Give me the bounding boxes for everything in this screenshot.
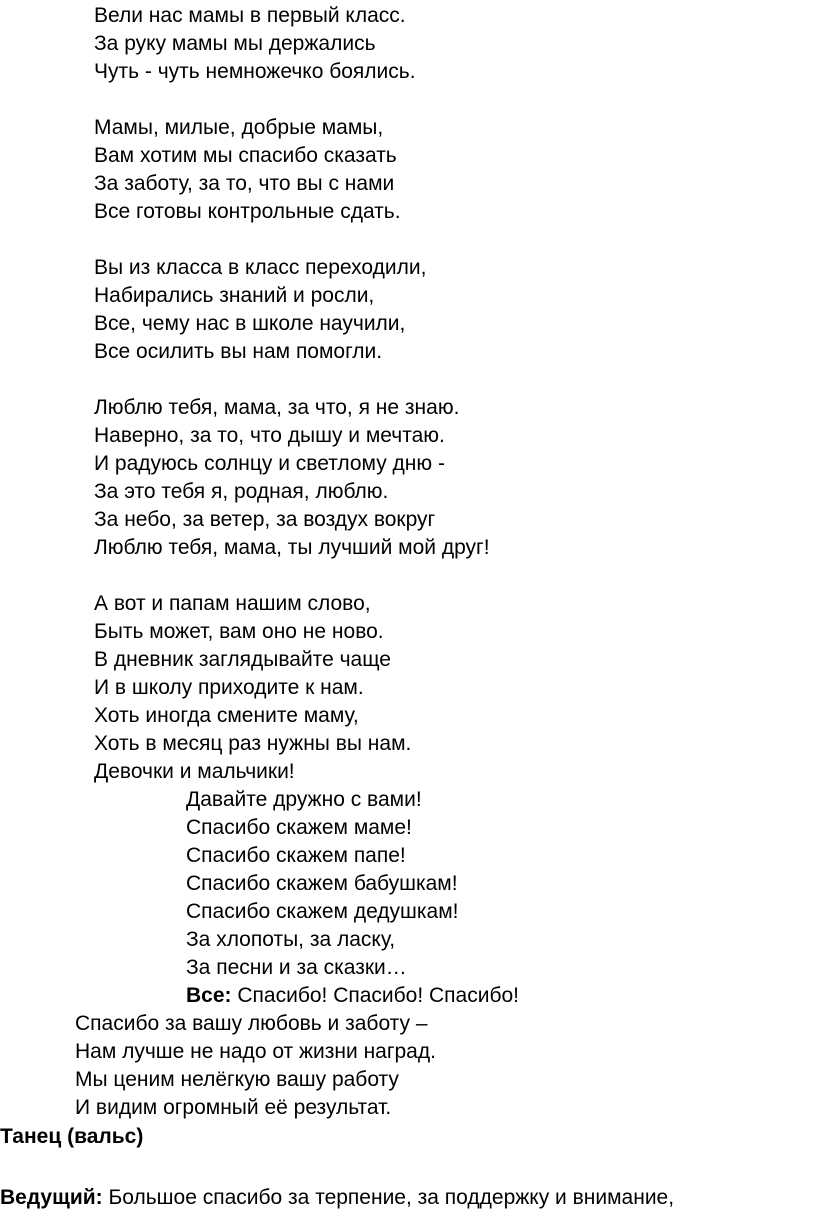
poem-line: В дневник заглядывайте чаще [94, 648, 391, 671]
poem-line: Вам хотим мы спасибо сказать [94, 144, 397, 167]
speaker-label: Ведущий: [0, 1186, 103, 1209]
speaker-text: Спасибо! Спасибо! Спасибо! [231, 984, 519, 1007]
host-line [0, 1184, 674, 1212]
poem-line: За заботу, за то, что вы с нами [94, 172, 395, 195]
speaker-text: Большое спасибо за терпение, за поддержку и внимание, [102, 1186, 675, 1209]
poem-line: Набирались знаний и росли, [94, 284, 375, 307]
poem-line: За руку мамы мы держались [94, 32, 376, 55]
poem-line: Наверно, за то, что дышу и мечтаю. [94, 424, 445, 447]
poem-line: Хоть иногда смените маму, [94, 704, 359, 727]
poem-line: Люблю тебя, мама, ты лучший мой друг! [94, 536, 490, 559]
poem-line: Спасибо скажем папе! [186, 844, 406, 867]
poem-line: Все готовы контрольные сдать. [94, 200, 401, 223]
poem-line: Чуть - чуть немножечко боялись. [94, 60, 416, 83]
poem-line: За хлопоты, за ласку, [186, 928, 396, 951]
poem-line: И радуюсь солнцу и светлому дню - [94, 452, 445, 475]
dance-heading: Танец (вальс) [0, 1125, 144, 1148]
poem-line: И в школу приходите к нам. [94, 676, 364, 699]
poem-line: Быть может, вам оно не ново. [94, 620, 384, 643]
poem-line: Спасибо скажем маме! [186, 816, 412, 839]
poem-line: Люблю тебя, мама, за что, я не знаю. [94, 396, 460, 419]
poem-line: Нам лучше не надо от жизни наград. [75, 1040, 436, 1063]
poem-line: Мы ценим нелёгкую вашу работу [75, 1068, 399, 1091]
poem-line: За небо, за ветер, за воздух вокруг [94, 508, 436, 531]
poem-line: За это тебя я, родная, люблю. [94, 480, 389, 503]
poem-line: И видим огромный её результат. [75, 1096, 392, 1119]
poem-line: Мамы, милые, добрые мамы, [94, 116, 384, 139]
all-line [186, 982, 519, 1010]
poem-line: Спасибо за вашу любовь и заботу – [75, 1012, 428, 1035]
poem-line: Вели нас мамы в первый класс. [94, 4, 406, 27]
poem-line: А вот и папам нашим слово, [94, 592, 371, 615]
poem-line: Все осилить вы нам помогли. [94, 340, 383, 363]
poem-line: Девочки и мальчики! [94, 760, 295, 783]
poem-line: Вы из класса в класс переходили, [94, 256, 427, 279]
poem-line: За песни и за сказки… [186, 956, 407, 979]
poem-line: Давайте дружно с вами! [186, 788, 422, 811]
poem-line: Все, чему нас в школе научили, [94, 312, 406, 335]
poem-line: Спасибо скажем дедушкам! [186, 900, 459, 923]
poem-line: Спасибо скажем бабушкам! [186, 872, 458, 895]
speaker-label: Все: [186, 984, 232, 1007]
poem-line: Хоть в месяц раз нужны вы нам. [94, 732, 412, 755]
